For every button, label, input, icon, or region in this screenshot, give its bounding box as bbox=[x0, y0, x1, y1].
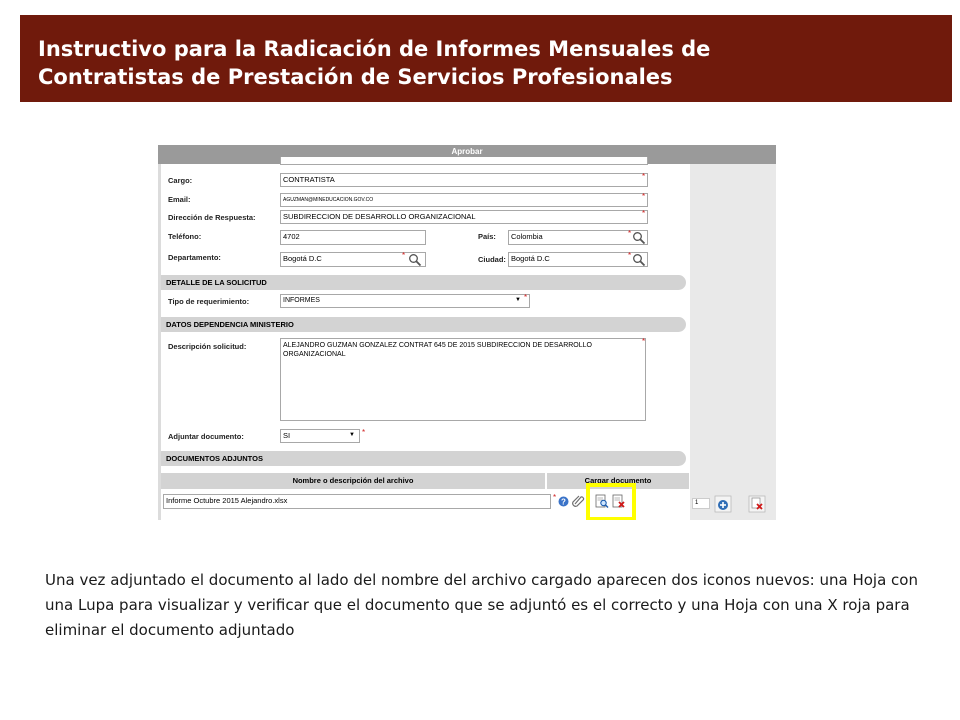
email-field[interactable]: AGUZMAN@MINEDUCACION.GOV.CO bbox=[280, 193, 648, 207]
required-mark: * bbox=[553, 493, 557, 502]
add-row-icon[interactable] bbox=[714, 495, 732, 513]
required-mark: * bbox=[642, 209, 646, 218]
section-detalle-solicitud: DETALLE DE LA SOLICITUD bbox=[161, 275, 686, 290]
paperclip-icon[interactable] bbox=[571, 494, 585, 508]
descripcion-textarea[interactable]: ALEJANDRO GUZMAN GONZALEZ CONTRAT 645 DE 2015 SUBDIRECCION DE DESARROLLO ORGANIZACIONAL bbox=[280, 338, 646, 421]
chevron-down-icon[interactable]: ▼ bbox=[349, 432, 355, 438]
required-mark: * bbox=[642, 192, 646, 201]
slide-title-line-1: Instructivo para la Radicación de Informes Mensuales de bbox=[38, 37, 711, 61]
required-mark: * bbox=[642, 337, 646, 346]
highlight-box bbox=[586, 483, 636, 520]
required-mark: * bbox=[362, 428, 366, 437]
slide-title bbox=[38, 35, 710, 91]
pais-field[interactable]: Colombia bbox=[508, 230, 648, 245]
adjuntar-select[interactable]: SI bbox=[280, 429, 360, 443]
telefono-label: Teléfono: bbox=[168, 232, 202, 241]
adjuntar-label: Adjuntar documento: bbox=[168, 432, 244, 441]
required-mark: * bbox=[628, 251, 632, 260]
cargo-label: Cargo: bbox=[168, 176, 193, 185]
direccion-field[interactable]: SUBDIRECCION DE DESARROLLO ORGANIZACIONAL bbox=[280, 210, 648, 224]
column-header-cargar: Cargar documento bbox=[547, 473, 689, 489]
svg-text:?: ? bbox=[561, 497, 566, 507]
descripcion-label: Descripción solicitud: bbox=[168, 342, 247, 351]
email-label: Email: bbox=[168, 195, 191, 204]
required-mark: * bbox=[524, 293, 528, 302]
delete-row-icon[interactable] bbox=[748, 495, 766, 513]
column-header-nombre: Nombre o descripción del archivo bbox=[161, 473, 545, 489]
slide-title-line-2: Contratistas de Prestación de Servicios Profesionales bbox=[38, 65, 673, 89]
direccion-label: Dirección de Respuesta: bbox=[168, 213, 256, 222]
tipo-requerimiento-label: Tipo de requerimiento: bbox=[168, 297, 250, 306]
search-icon[interactable] bbox=[408, 253, 422, 267]
left-border bbox=[158, 164, 161, 520]
form-header: Aprobar bbox=[158, 145, 776, 164]
row-index: 1 bbox=[692, 498, 710, 509]
telefono-field[interactable]: 4702 bbox=[280, 230, 426, 245]
instruction-caption: Una vez adjuntado el documento al lado del nombre del archivo cargado aparecen dos iconos nuevos: una Hoja con una Lupa para visualizar y verificar que el documento que se adjuntó es el correcto y una Hoja con una X roja para eliminar el documento adjuntado bbox=[45, 571, 918, 639]
departamento-label: Departamento: bbox=[168, 253, 221, 262]
help-icon[interactable] bbox=[558, 496, 569, 507]
ciudad-label: Ciudad: bbox=[478, 255, 506, 264]
file-name-field[interactable]: Informe Octubre 2015 Alejandro.xlsx bbox=[163, 494, 551, 509]
required-mark: * bbox=[402, 251, 406, 260]
search-icon[interactable] bbox=[632, 253, 646, 267]
cargo-field[interactable]: CONTRATISTA bbox=[280, 173, 648, 187]
section-datos-dependencia: DATOS DEPENDENCIA MINISTERIO bbox=[161, 317, 686, 332]
partial-field[interactable] bbox=[280, 157, 648, 165]
chevron-down-icon[interactable]: ▼ bbox=[515, 297, 521, 303]
required-mark: * bbox=[628, 229, 632, 238]
required-mark: * bbox=[642, 172, 646, 181]
pais-label: País: bbox=[478, 232, 496, 241]
right-panel bbox=[690, 164, 776, 520]
ciudad-field[interactable]: Bogotá D.C bbox=[508, 252, 648, 267]
departamento-field[interactable]: Bogotá D.C bbox=[280, 252, 426, 267]
tipo-requerimiento-select[interactable]: INFORMES bbox=[280, 294, 530, 308]
section-documentos-adjuntos: DOCUMENTOS ADJUNTOS bbox=[161, 451, 686, 466]
form-screenshot bbox=[158, 145, 776, 520]
search-icon[interactable] bbox=[632, 231, 646, 245]
title-banner bbox=[20, 15, 952, 102]
